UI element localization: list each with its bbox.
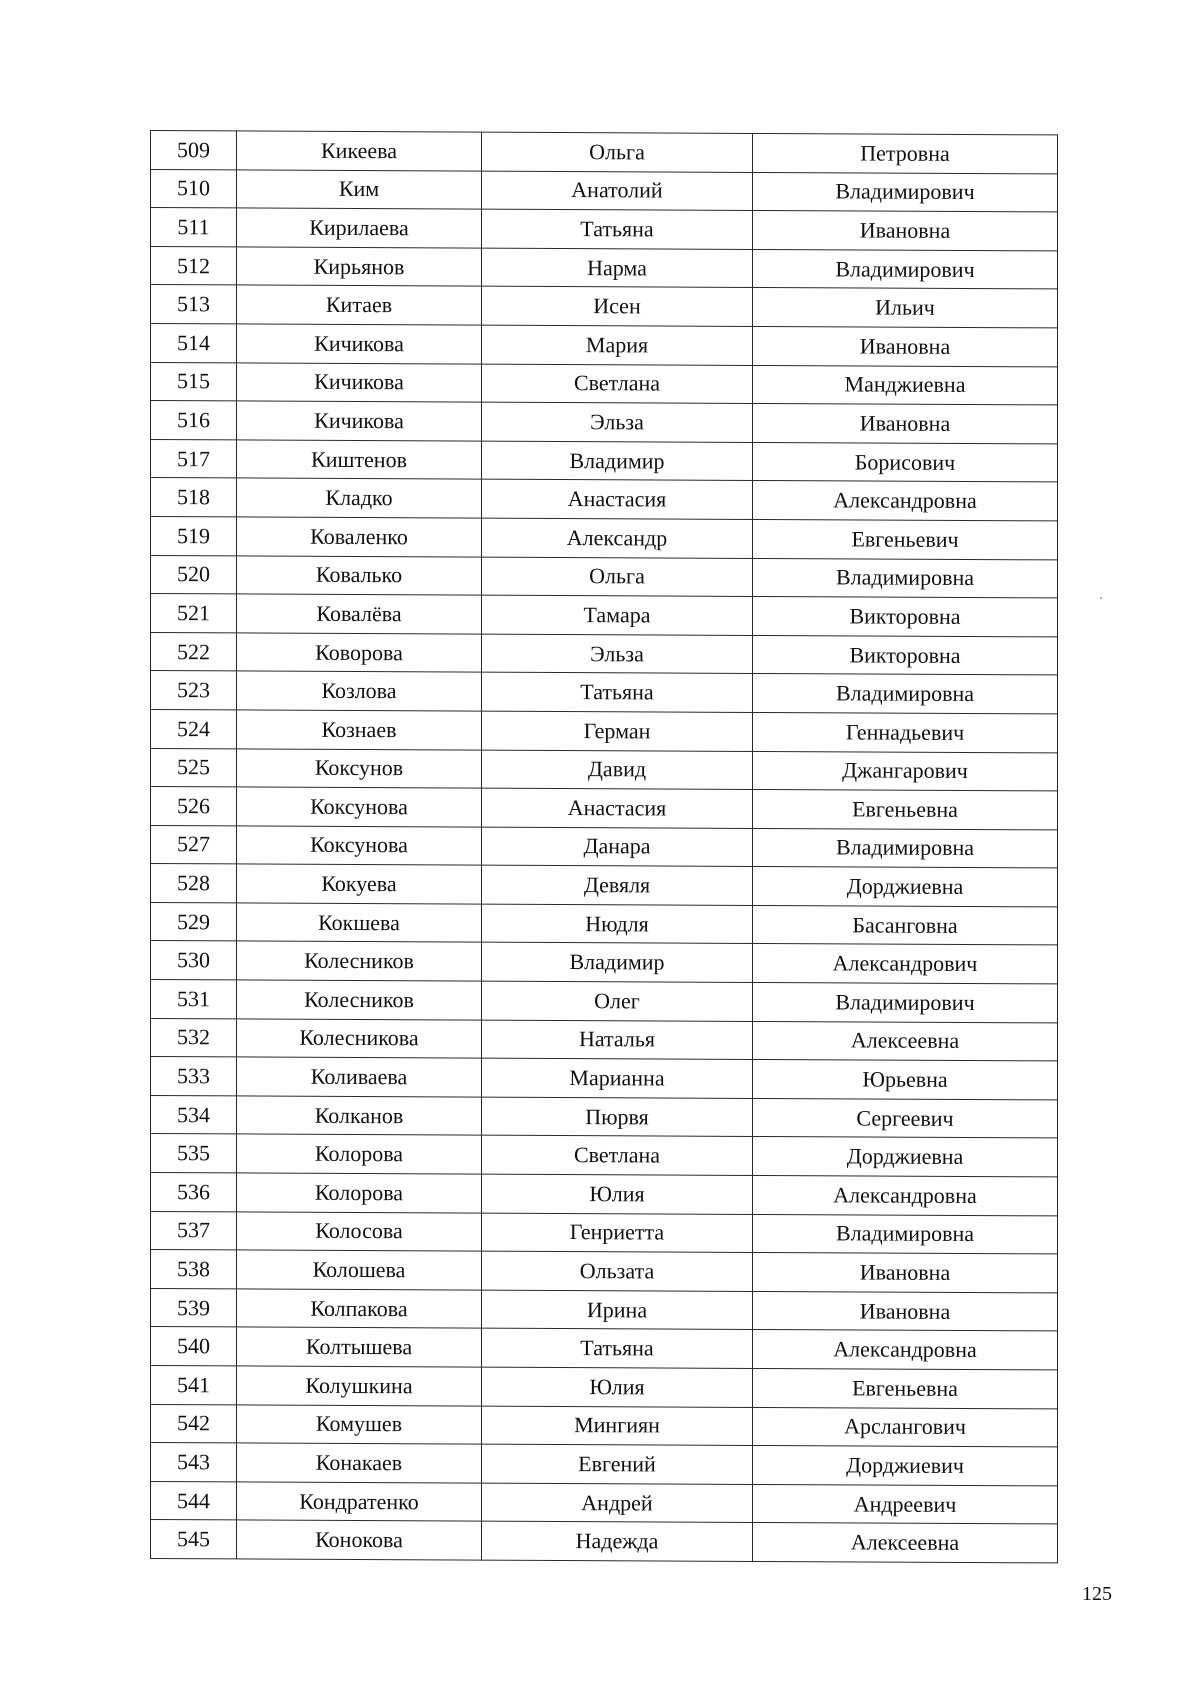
first-name-cell: Эльза: [482, 402, 753, 442]
last-name-cell: Кондратенко: [237, 1482, 482, 1522]
last-name-cell: Колосова: [237, 1212, 482, 1252]
first-name-cell: Марианна: [482, 1058, 753, 1098]
last-name-cell: Ковалько: [237, 555, 482, 595]
first-name-cell: Нарма: [482, 248, 753, 288]
table-row: [151, 1211, 1058, 1254]
last-name-cell: Ким: [237, 170, 482, 210]
patronymic-cell: Александровна: [753, 1175, 1058, 1215]
first-name-cell: Давид: [482, 750, 753, 790]
last-name-cell: Коливаева: [237, 1057, 482, 1097]
patronymic-cell: Сергеевич: [753, 1098, 1058, 1138]
table-row: [151, 1095, 1058, 1138]
first-name-cell: Тамара: [482, 595, 753, 635]
last-name-cell: Коксунова: [237, 826, 482, 866]
table-row: [151, 323, 1058, 366]
last-name-cell: Кичикова: [237, 362, 482, 402]
table-row: [151, 748, 1058, 791]
first-name-cell: Наталья: [482, 1020, 753, 1060]
page-number: 125: [1082, 1583, 1112, 1605]
row-number-cell: 517: [151, 439, 237, 478]
first-name-cell: Юлия: [482, 1367, 753, 1407]
table-row: [151, 1481, 1058, 1524]
table-row: [151, 1327, 1058, 1370]
last-name-cell: Колорова: [237, 1134, 482, 1174]
last-name-cell: Коворова: [237, 633, 482, 673]
row-number-cell: 510: [151, 169, 237, 208]
last-name-cell: Колесников: [237, 941, 482, 981]
patronymic-cell: Петровна: [753, 133, 1058, 173]
last-name-cell: Конокова: [237, 1520, 482, 1560]
patronymic-cell: Ивановна: [753, 1253, 1058, 1293]
last-name-cell: Колушкина: [237, 1366, 482, 1406]
patronymic-cell: Алексеевна: [753, 1021, 1058, 1061]
patronymic-cell: Владимировна: [753, 674, 1058, 714]
table-row: [151, 709, 1058, 752]
last-name-cell: Коксунова: [237, 787, 482, 827]
last-name-cell: Колошева: [237, 1250, 482, 1290]
last-name-cell: Колесников: [237, 980, 482, 1020]
last-name-cell: Кирилаева: [237, 208, 482, 248]
table-row: [151, 1366, 1058, 1409]
first-name-cell: Девяля: [482, 865, 753, 905]
table-row: [151, 864, 1058, 907]
table-row: [151, 478, 1058, 521]
last-name-cell: Коксунов: [237, 748, 482, 788]
patronymic-cell: Евгеньевна: [753, 790, 1058, 830]
last-name-cell: Кирьянов: [237, 247, 482, 287]
first-name-cell: Татьяна: [482, 209, 753, 249]
table-row: [151, 902, 1058, 945]
first-name-cell: Анатолий: [482, 171, 753, 211]
row-number-cell: 520: [151, 555, 237, 594]
row-number-cell: 516: [151, 401, 237, 440]
table-row: [151, 1250, 1058, 1293]
table-row: [151, 1134, 1058, 1177]
first-name-cell: Олег: [482, 981, 753, 1021]
row-number-cell: 514: [151, 323, 237, 362]
first-name-cell: Надежда: [482, 1521, 753, 1561]
last-name-cell: Кичикова: [237, 324, 482, 364]
row-number-cell: 522: [151, 632, 237, 671]
patronymic-cell: Юрьевна: [753, 1060, 1058, 1100]
last-name-cell: Китаев: [237, 285, 482, 325]
table-row: [151, 246, 1058, 289]
table-row: [151, 594, 1058, 637]
patronymic-cell: Александрович: [753, 944, 1058, 984]
row-number-cell: 534: [151, 1095, 237, 1134]
row-number-cell: 545: [151, 1520, 237, 1559]
last-name-cell: Комушев: [237, 1405, 482, 1445]
patronymic-cell: Владимировна: [753, 828, 1058, 868]
row-number-cell: 512: [151, 246, 237, 285]
row-number-cell: 525: [151, 748, 237, 787]
first-name-cell: Евгений: [482, 1444, 753, 1484]
last-name-cell: Кокуева: [237, 864, 482, 904]
last-name-cell: Кичикова: [237, 401, 482, 441]
table-row: [151, 285, 1058, 328]
first-name-cell: Андрей: [482, 1483, 753, 1523]
table-row: [151, 439, 1058, 482]
row-number-cell: 530: [151, 941, 237, 980]
last-name-cell: Коваленко: [237, 517, 482, 557]
last-name-cell: Ковалёва: [237, 594, 482, 634]
patronymic-cell: Владимирович: [753, 172, 1058, 212]
table-row: [151, 516, 1058, 559]
first-name-cell: Пюрвя: [482, 1097, 753, 1137]
row-number-cell: 509: [151, 131, 237, 170]
patronymic-cell: Дорджиевна: [753, 867, 1058, 907]
patronymic-cell: Владимирович: [753, 983, 1058, 1023]
row-number-cell: 526: [151, 787, 237, 826]
first-name-cell: Владимир: [482, 441, 753, 481]
patronymic-cell: Борисович: [753, 442, 1058, 482]
first-name-cell: Ирина: [482, 1290, 753, 1330]
patronymic-cell: Джангарович: [753, 751, 1058, 791]
table-row: [151, 1173, 1058, 1216]
patronymic-cell: Викторовна: [753, 597, 1058, 637]
patronymic-cell: Дорджиевич: [753, 1446, 1058, 1486]
patronymic-cell: Андреевич: [753, 1484, 1058, 1524]
first-name-cell: Александр: [482, 518, 753, 558]
row-number-cell: 511: [151, 208, 237, 247]
first-name-cell: Герман: [482, 711, 753, 751]
row-number-cell: 527: [151, 825, 237, 864]
row-number-cell: 542: [151, 1404, 237, 1443]
first-name-cell: Татьяна: [482, 672, 753, 712]
patronymic-cell: Ивановна: [753, 1291, 1058, 1331]
first-name-cell: Данара: [482, 827, 753, 867]
roster-table-body: [151, 131, 1058, 1563]
first-name-cell: Анастасия: [482, 788, 753, 828]
table-row: [151, 1443, 1058, 1486]
patronymic-cell: Владимировна: [753, 1214, 1058, 1254]
table-row: [151, 671, 1058, 714]
patronymic-cell: Ивановна: [753, 326, 1058, 366]
last-name-cell: Конакаев: [237, 1443, 482, 1483]
first-name-cell: Анастасия: [482, 479, 753, 519]
row-number-cell: 538: [151, 1250, 237, 1289]
patronymic-cell: Дорджиевна: [753, 1137, 1058, 1177]
table-row: [151, 1057, 1058, 1100]
row-number-cell: 544: [151, 1481, 237, 1520]
patronymic-cell: Евгеньевич: [753, 519, 1058, 559]
last-name-cell: Колорова: [237, 1173, 482, 1213]
first-name-cell: Татьяна: [482, 1329, 753, 1369]
row-number-cell: 533: [151, 1057, 237, 1096]
table-row: [151, 401, 1058, 444]
first-name-cell: Мария: [482, 325, 753, 365]
table-row: [151, 362, 1058, 405]
last-name-cell: Кладко: [237, 478, 482, 518]
row-number-cell: 519: [151, 516, 237, 555]
last-name-cell: Колпакова: [237, 1289, 482, 1329]
patronymic-cell: Александровна: [753, 481, 1058, 521]
last-name-cell: Колесникова: [237, 1019, 482, 1059]
last-name-cell: Колтышева: [237, 1327, 482, 1367]
patronymic-cell: Басанговна: [753, 905, 1058, 945]
first-name-cell: Юлия: [482, 1174, 753, 1214]
patronymic-cell: Арслангович: [753, 1407, 1058, 1447]
patronymic-cell: Ивановна: [753, 404, 1058, 444]
row-number-cell: 536: [151, 1173, 237, 1212]
last-name-cell: Колканов: [237, 1096, 482, 1136]
row-number-cell: 539: [151, 1288, 237, 1327]
first-name-cell: Генриетта: [482, 1213, 753, 1253]
patronymic-cell: Владимировна: [753, 558, 1058, 598]
row-number-cell: 537: [151, 1211, 237, 1250]
patronymic-cell: Викторовна: [753, 635, 1058, 675]
first-name-cell: Ольга: [482, 557, 753, 597]
table-row: [151, 555, 1058, 598]
last-name-cell: Кикеева: [237, 131, 482, 171]
table-row: [151, 787, 1058, 830]
last-name-cell: Кознаев: [237, 710, 482, 750]
patronymic-cell: Манджиевна: [753, 365, 1058, 405]
row-number-cell: 515: [151, 362, 237, 401]
patronymic-cell: Геннадьевич: [753, 712, 1058, 752]
table-row: [151, 825, 1058, 868]
first-name-cell: Эльза: [482, 634, 753, 674]
table-row: [151, 1018, 1058, 1061]
patronymic-cell: Алексеевна: [753, 1523, 1058, 1563]
patronymic-cell: Ильич: [753, 288, 1058, 328]
last-name-cell: Кокшева: [237, 903, 482, 943]
row-number-cell: 543: [151, 1443, 237, 1482]
first-name-cell: Мингиян: [482, 1406, 753, 1446]
table-row: [151, 131, 1058, 174]
roster-table: [150, 130, 1058, 1563]
table-row: [151, 208, 1058, 251]
row-number-cell: 540: [151, 1327, 237, 1366]
row-number-cell: 523: [151, 671, 237, 710]
scan-speck: [1100, 597, 1102, 599]
first-name-cell: Владимир: [482, 943, 753, 983]
row-number-cell: 521: [151, 594, 237, 633]
first-name-cell: Светлана: [482, 364, 753, 404]
first-name-cell: Ольга: [482, 132, 753, 172]
row-number-cell: 529: [151, 902, 237, 941]
table-row: [151, 1288, 1058, 1331]
row-number-cell: 528: [151, 864, 237, 903]
row-number-cell: 531: [151, 980, 237, 1019]
table-row: [151, 941, 1058, 984]
last-name-cell: Киштенов: [237, 440, 482, 480]
first-name-cell: Исен: [482, 286, 753, 326]
table-row: [151, 980, 1058, 1023]
table-row: [151, 1404, 1058, 1447]
patronymic-cell: Владимирович: [753, 249, 1058, 289]
table-row: [151, 632, 1058, 675]
patronymic-cell: Ивановна: [753, 211, 1058, 251]
patronymic-cell: Евгеньевна: [753, 1368, 1058, 1408]
table-row: [151, 1520, 1058, 1563]
first-name-cell: Светлана: [482, 1136, 753, 1176]
row-number-cell: 541: [151, 1366, 237, 1405]
row-number-cell: 518: [151, 478, 237, 517]
patronymic-cell: Александровна: [753, 1330, 1058, 1370]
row-number-cell: 532: [151, 1018, 237, 1057]
last-name-cell: Козлова: [237, 671, 482, 711]
first-name-cell: Нюдля: [482, 904, 753, 944]
first-name-cell: Ользата: [482, 1251, 753, 1291]
row-number-cell: 524: [151, 709, 237, 748]
row-number-cell: 513: [151, 285, 237, 324]
row-number-cell: 535: [151, 1134, 237, 1173]
table-row: [151, 169, 1058, 212]
